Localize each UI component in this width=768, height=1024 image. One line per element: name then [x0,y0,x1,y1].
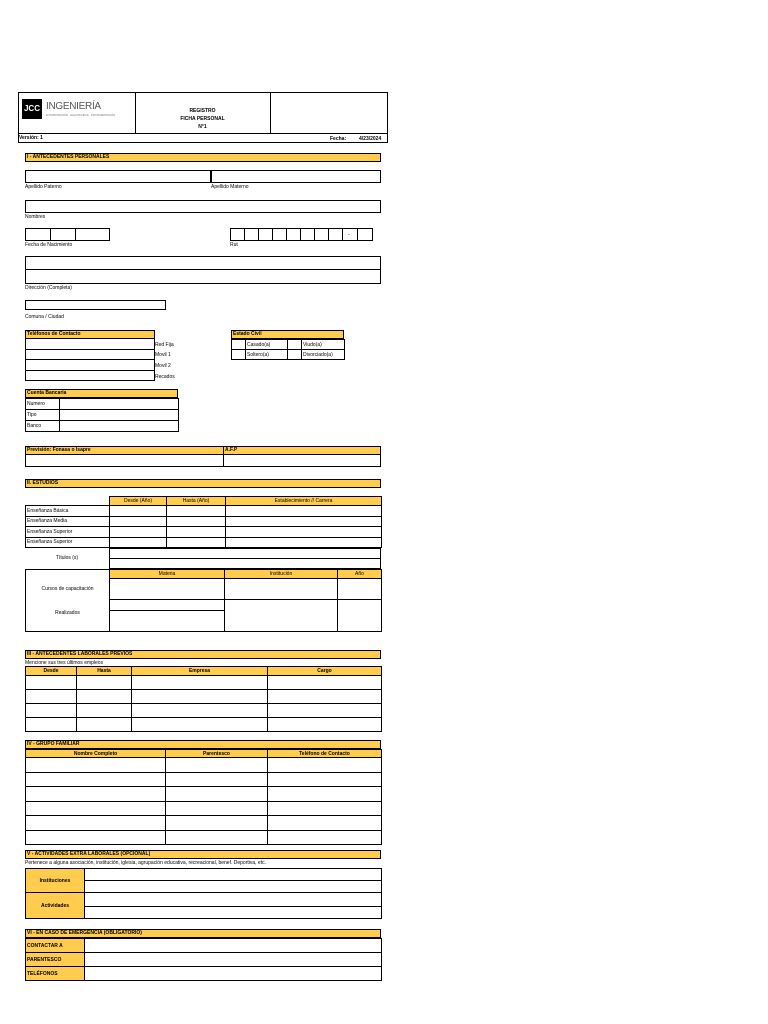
company-logo-mark: JCC [22,99,42,119]
parentesco-header: Parentesco [166,750,268,758]
table-row [26,816,382,831]
hasta-header: Hasta [77,667,132,676]
apellido-materno-field[interactable] [211,170,381,183]
desde-header: Desde [26,667,77,676]
actividades-label: Actividades [26,893,85,919]
table-row [26,830,382,845]
form-title-1: REGISTRO [189,108,216,114]
divorciado-label: Divorciado(a) [302,350,345,360]
fecha-anio-field[interactable] [75,228,110,241]
actividades-field[interactable] [85,893,382,907]
estudio-row-label: Enseñanza Básica [26,506,110,517]
telefonos-field[interactable] [85,967,382,981]
cuenta-numero-label: Numero [26,399,60,410]
apellido-materno-label: Apellido Materno [211,184,249,190]
company-logo-text: INGENIERÍA [46,101,101,112]
instituciones-label: Instituciones [26,869,85,893]
emergencia-table [25,938,382,981]
nombre-header: Nombre Completo [26,750,166,758]
section-5-title: V - ACTIVIDADES EXTRA LABORALES (OPCIONAL) [25,850,381,859]
cuenta-tipo-label: Tipo [26,410,60,421]
casado-checkbox[interactable] [232,340,246,350]
materia-header: Materia [110,570,225,579]
estudio-row-label: Enseñanza Media [26,516,110,527]
telefono-label: Recados [155,374,175,380]
rut-field[interactable] [230,228,373,241]
empresa-header: Empresa [132,667,268,676]
cuenta-banco-field[interactable] [60,421,179,432]
table-row [26,676,382,690]
divorciado-checkbox[interactable] [288,350,302,360]
date-label: Fecha: [330,136,347,142]
actividades-table [25,868,382,919]
rut-dash: - [348,232,350,238]
apellido-paterno-label: Apellido Paterno [25,184,62,190]
telefonos-title: Teléfonos de Contacto [25,330,155,339]
instituciones-field[interactable] [85,881,382,893]
soltero-label: Soltero(a) [246,350,288,360]
section-2-title: II. ESTUDIOS [25,479,381,488]
prevision-field[interactable] [25,454,224,467]
estudio-row-label: Enseñanza Superior [26,527,110,538]
direccion-label: Dirección (Completa) [25,285,72,291]
afp-title: A.F.P [223,446,381,455]
estado-civil-table [231,339,345,360]
cuenta-banco-label: Banco [26,421,60,432]
realizados-label: Realizados [55,609,80,616]
institucion-header: Institución [225,570,338,579]
viudo-checkbox[interactable] [288,340,302,350]
table-row [26,787,382,802]
telefono-header: Teléfono de Contacto [268,750,382,758]
section-3-title: III - ANTECEDENTES LABORALES PREVIOS [25,650,381,659]
section-1-title: I - ANTECEDENTES PERSONALES [25,153,381,162]
soltero-checkbox[interactable] [232,350,246,360]
contactar-label: CONTACTAR A [26,939,85,953]
table-row [26,704,382,718]
nombres-field[interactable] [25,200,381,213]
estudio-row-label: Enseñanza Superior [26,537,110,548]
fecha-dia-field[interactable] [25,228,51,241]
company-logo-subtitle: AUTOMATIZACIÓN · ELECTRICIDAD · INSTRUMENTACIÓN [46,114,116,117]
version-label: Versión: 1 [19,135,43,141]
fecha-mes-field[interactable] [50,228,76,241]
afp-field[interactable] [223,454,381,467]
form-title-3: N°1 [198,124,207,130]
section-4-title: IV - GRUPO FAMILIAR [25,740,381,749]
cursos-label: Cursos de capacitación [41,585,94,592]
estado-civil-title: Estado Civil [231,330,344,339]
telefonos-fields[interactable] [25,339,155,381]
hasta-header: Hasta (Año) [167,497,226,506]
table-row [26,690,382,704]
form-title-2: FICHA PERSONAL [180,116,225,122]
cuenta-numero-field[interactable] [60,399,179,410]
apellido-paterno-field[interactable] [25,170,211,183]
casado-label: Casado(a) [246,340,288,350]
nombres-label: Nombres [25,214,46,220]
telefono-label: Movil 2 [155,363,171,369]
cuenta-bancaria-title: Cuenta Bancaria [25,389,178,398]
cuenta-bancaria-table [25,398,179,432]
rut-label: Rut [230,242,238,248]
telefono-label: Red Fija [155,342,174,348]
cuenta-tipo-field[interactable] [60,410,179,421]
fecha-nacimiento-label: Fecha de Nacimiento [25,242,73,248]
parentesco-label: PARENTESCO [26,953,85,967]
actividades-note: Pertenece a alguna asociación, institución, iglesia, agrupación educativa, recreacional, benef. Deportiva, etc. [25,860,266,866]
comuna-field[interactable] [25,300,166,310]
prevision-title: Previsión: Fonasa o Isapre [25,446,224,455]
anio-header: Año [338,570,382,579]
viudo-label: Viudo(a) [302,340,345,350]
date-value: 4/23/2024 [359,136,382,142]
telefonos-label: TELÉFONOS [26,967,85,981]
laborales-note: Mencione sus tres últimos empleos [25,660,104,666]
estudios-table [25,496,382,548]
table-row [26,801,382,816]
familiar-table [25,749,382,845]
direccion-field[interactable] [25,256,381,284]
section-6-title: VI - EN CASO DE EMERGENCIA (OBLIGATORIO) [25,929,381,938]
laborales-table [25,666,382,732]
table-row [26,772,382,787]
cargo-header: Cargo [268,667,382,676]
instituciones-field[interactable] [85,869,382,881]
contactar-field[interactable] [85,939,382,953]
table-row [26,718,382,732]
titulos-label: Títulos (s) [55,555,79,561]
comuna-label: Comuna / Ciudad [25,314,64,320]
desde-header: Desde (Año) [110,497,167,506]
establecimiento-header: Establecimiento // Carrera [226,497,382,506]
cursos-table [25,569,382,632]
telefono-label: Movil 1 [155,352,171,358]
table-row [26,758,382,773]
parentesco-field[interactable] [85,953,382,967]
actividades-field[interactable] [85,907,382,919]
